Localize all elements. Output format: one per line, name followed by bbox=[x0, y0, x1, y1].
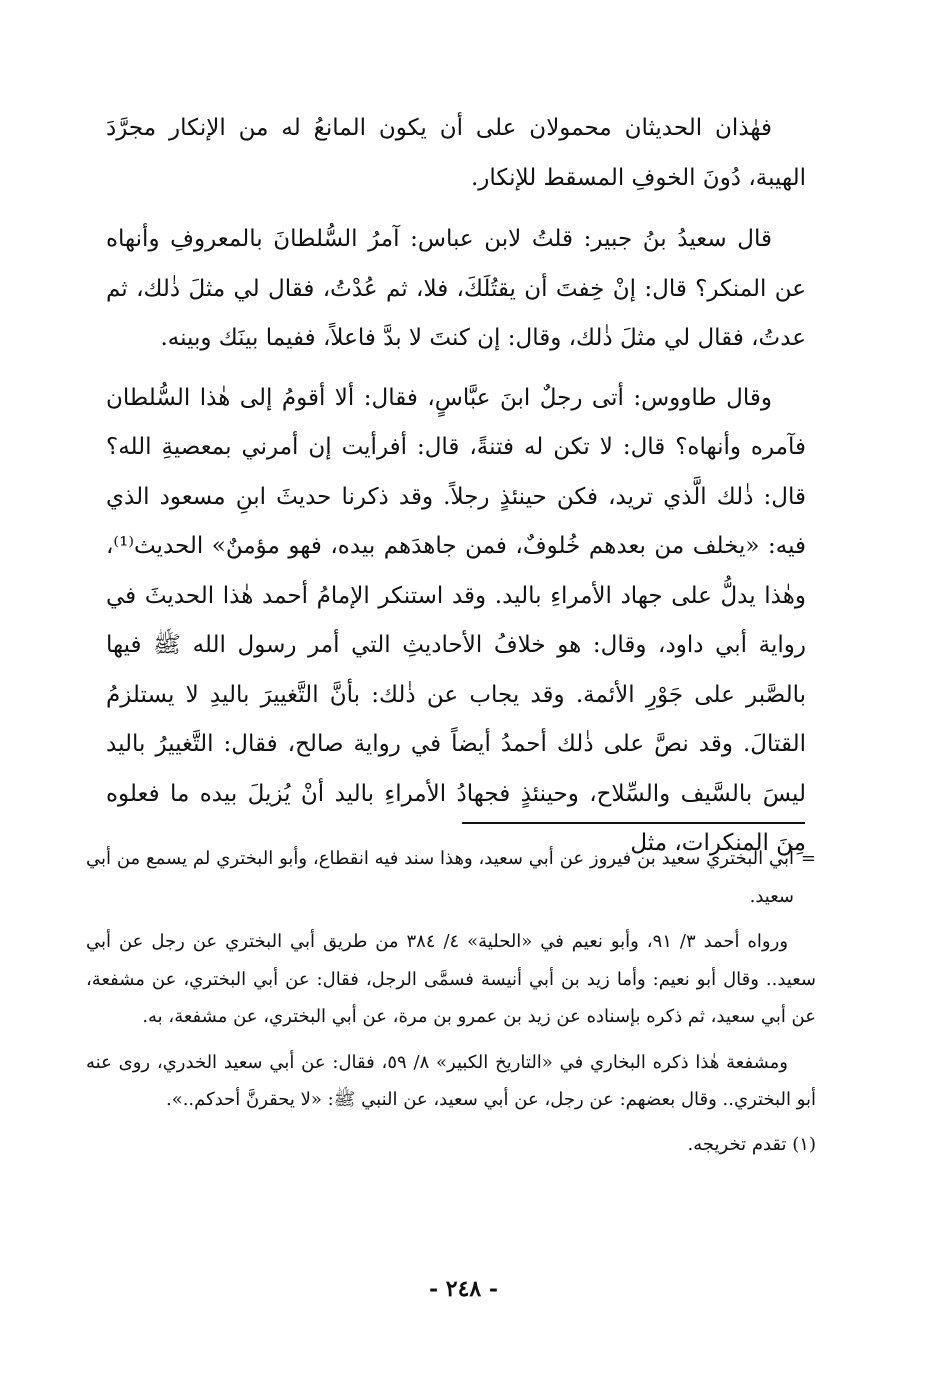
footnotes-section bbox=[86, 840, 816, 1163]
main-text-body bbox=[106, 104, 806, 879]
footnote-paragraph-3: ومشفعة هٰذا ذكره البخاري في «التاريخ الكبير» ٨/ ٥٩، فقال: عن أبي سعيد الخدري، روى عنه أبو البختري.. وقال بعضهم: عن رجل، عن أبي سعيد، عن النبي ﷺ: «لا يحقرنَّ أحدكم..». bbox=[86, 1051, 816, 1110]
page-number: - ٢٤٨ - bbox=[428, 1276, 499, 1302]
continuation-mark: = bbox=[800, 848, 816, 869]
main-paragraph-2: قال سعيدُ بنُ جبير: قلتُ لابن عباس: آمرُ السُّلطانَ بالمعروفِ وأنهاه عن المنكر؟ قال: إنْ خِفتَ أن يقتُلَكَ، فلا، ثم عُدْتُ، فقال لي مثلَ ذٰلك، ثم عدتُ، فقال لي مثلَ ذٰلك، وقال: إن كنتَ لا بدَّ فاعلاً، ففيما بينَك وبينه. bbox=[106, 226, 806, 351]
footnote-continuation bbox=[86, 840, 816, 915]
footnote-paragraph-2: ورواه أحمد ٣/ ٩١، وأبو نعيم في «الحلية» ٤/ ٣٨٤ من طريق أبي البختري عن رجل عن أبي سعيد.. وقال أبو نعيم: وأما زيد بن أبي أنيسة فسمَّى الرجل، فقال: عن أبي البختري، عن مشفعة، عن أبي سعيد، ثم ذكره بإسناده عن زيد بن عمرو بن مرة، عن أبي البختري، عن مشفعة، به. bbox=[86, 931, 816, 1027]
footnote-separator bbox=[462, 822, 805, 824]
footnote-1: (١) تقدم تخريجه. bbox=[687, 1133, 816, 1155]
main-paragraph-1: فهٰذان الحديثان محمولان على أن يكون المانعُ له من الإنكار مجرَّدَ الهيبة، دُونَ الخوفِ المسقط للإنكار. bbox=[106, 115, 806, 191]
main-paragraph-3: وقال طاووس: أتى رجلٌ ابنَ عبَّاسٍ، فقال: ألا أقومُ إلى هٰذا السُّلطان فآمره وأنهاه؟ قال: لا تكن له فتنةً، قال: أفرأيت إن أمرني بمعصيةِ الله؟ قال: ذٰلك الَّذي تريد، فكن حينئذٍ رجلاً. وقد ذكرنا حديثَ ابنِ مسعود الذي فيه: «يخلف من بعدهم خُلوفٌ، فمن جاهدَهم بيده، فهو مؤمنٌ» الحديث⁽¹⁾، وهٰذا يدلُّ على جهاد الأمراءِ باليد. وقد استنكر الإمامُ أحمد هٰذا الحديثَ في رواية أبي داود، وقال: هو خلافُ الأحاديثِ التي أمر رسول الله ﷺ فيها بالصَّبر على جَوْرِ الأئمة. وقد يجاب عن ذٰلك: بأنَّ التَّغييرَ باليدِ لا يستلزمُ القتالَ. وقد نصَّ على ذٰلك أحمدُ أيضاً في رواية صالح، فقال: التَّغييرُ باليد ليسَ بالسَّيف والسِّلاح، وحينئذٍ فجهادُ الأمراءِ باليد أنْ يُزيلَ بيده ما فعلوه مِنَ المنكرات، مثل bbox=[106, 384, 806, 856]
footnote-continuation-text: أبي البختري سعيد بن فيروز عن أبي سعيد، وهذا سند فيه انقطاع، وأبو البختري لم يسمع من أبي سعيد. bbox=[86, 848, 794, 907]
